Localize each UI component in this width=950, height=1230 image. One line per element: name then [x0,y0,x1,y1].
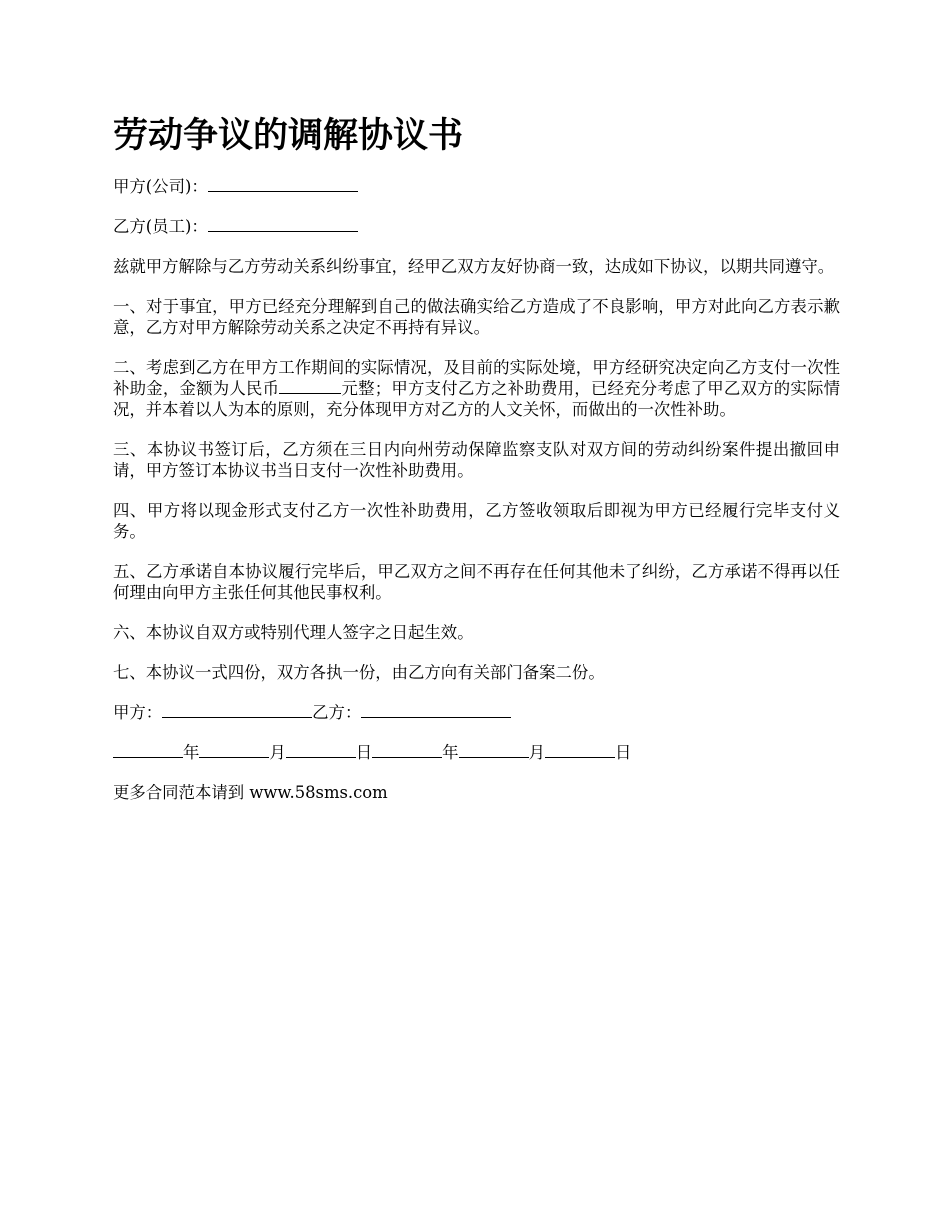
clause-6: 六、本协议自双方或特别代理人签字之日起生效。 [113,623,474,642]
clause-1: 一、对于事宜，甲方已经充分理解到自己的做法确实给乙方造成了不良影响，甲方对此向乙方表示歉意，乙方对甲方解除劳动关系之决定不再持有异议。 [113,297,840,337]
document-page [113,108,840,822]
document-title: 劳动争议的调解协议书 [113,115,464,156]
clause-2-part-2: 元整；甲方支付乙方之补助费用，已经充分考虑了甲乙双方的实际情况，并本着以人为本的原则，充分体现甲方对乙方的人文关怀，而做出的一次性补助。 [113,379,840,419]
amount-blank [279,379,341,394]
clause-3: 三、本协议书签订后，乙方须在三日内向州劳动保障监察支队对双方间的劳动纠纷案件提出撤回申请，甲方签订本协议书当日支付一次性补助费用。 [113,440,840,480]
date-a-year-label: 年 [183,743,200,762]
date-b-day-blank [545,743,615,758]
clause-2-part-1: 二、考虑到乙方在甲方工作期间的实际情况，及目前的实际处境，甲方经研究决定向乙方支付一次性补助金，金额为人民币 [113,358,840,398]
party-a-line [113,176,840,197]
date-a-month-blank [199,743,269,758]
sign-b-blank [361,703,511,718]
party-b-label: 乙方(员工)： [113,217,208,236]
sign-b-label: 乙方： [312,703,362,722]
date-b-year-blank [372,743,442,758]
sign-a-blank [162,703,312,718]
signature-line [113,702,840,723]
footer-note: 更多合同范本请到 www.58sms.com [113,783,388,802]
clause-2 [113,357,840,420]
date-b-month-blank [459,743,529,758]
clause-5: 五、乙方承诺自本协议履行完毕后，甲乙双方之间不再存在任何其他未了纠纷，乙方承诺不得再以任何理由向甲方主张任何其他民事权利。 [113,562,840,602]
clause-7: 七、本协议一式四份，双方各执一份，由乙方向有关部门备案二份。 [113,663,605,682]
date-b-month-label: 月 [528,743,545,762]
party-a-label: 甲方(公司)： [113,177,208,196]
party-b-line [113,216,840,237]
date-a-year-blank [113,743,183,758]
sign-a-label: 甲方： [113,703,163,722]
date-a-month-label: 月 [269,743,286,762]
date-a-day-label: 日 [355,743,373,762]
date-b-day-label: 日 [614,743,632,762]
party-b-blank [208,217,358,232]
date-a-day-blank [286,743,356,758]
intro-paragraph: 兹就甲方解除与乙方劳动关系纠纷事宜，经甲乙双方友好协商一致，达成如下协议，以期共同遵守。 [113,257,835,276]
party-a-blank [208,177,358,192]
date-b-year-label: 年 [442,743,459,762]
date-line [113,742,840,763]
clause-4: 四、甲方将以现金形式支付乙方一次性补助费用，乙方签收领取后即视为甲方已经履行完毕支付义务。 [113,501,840,541]
